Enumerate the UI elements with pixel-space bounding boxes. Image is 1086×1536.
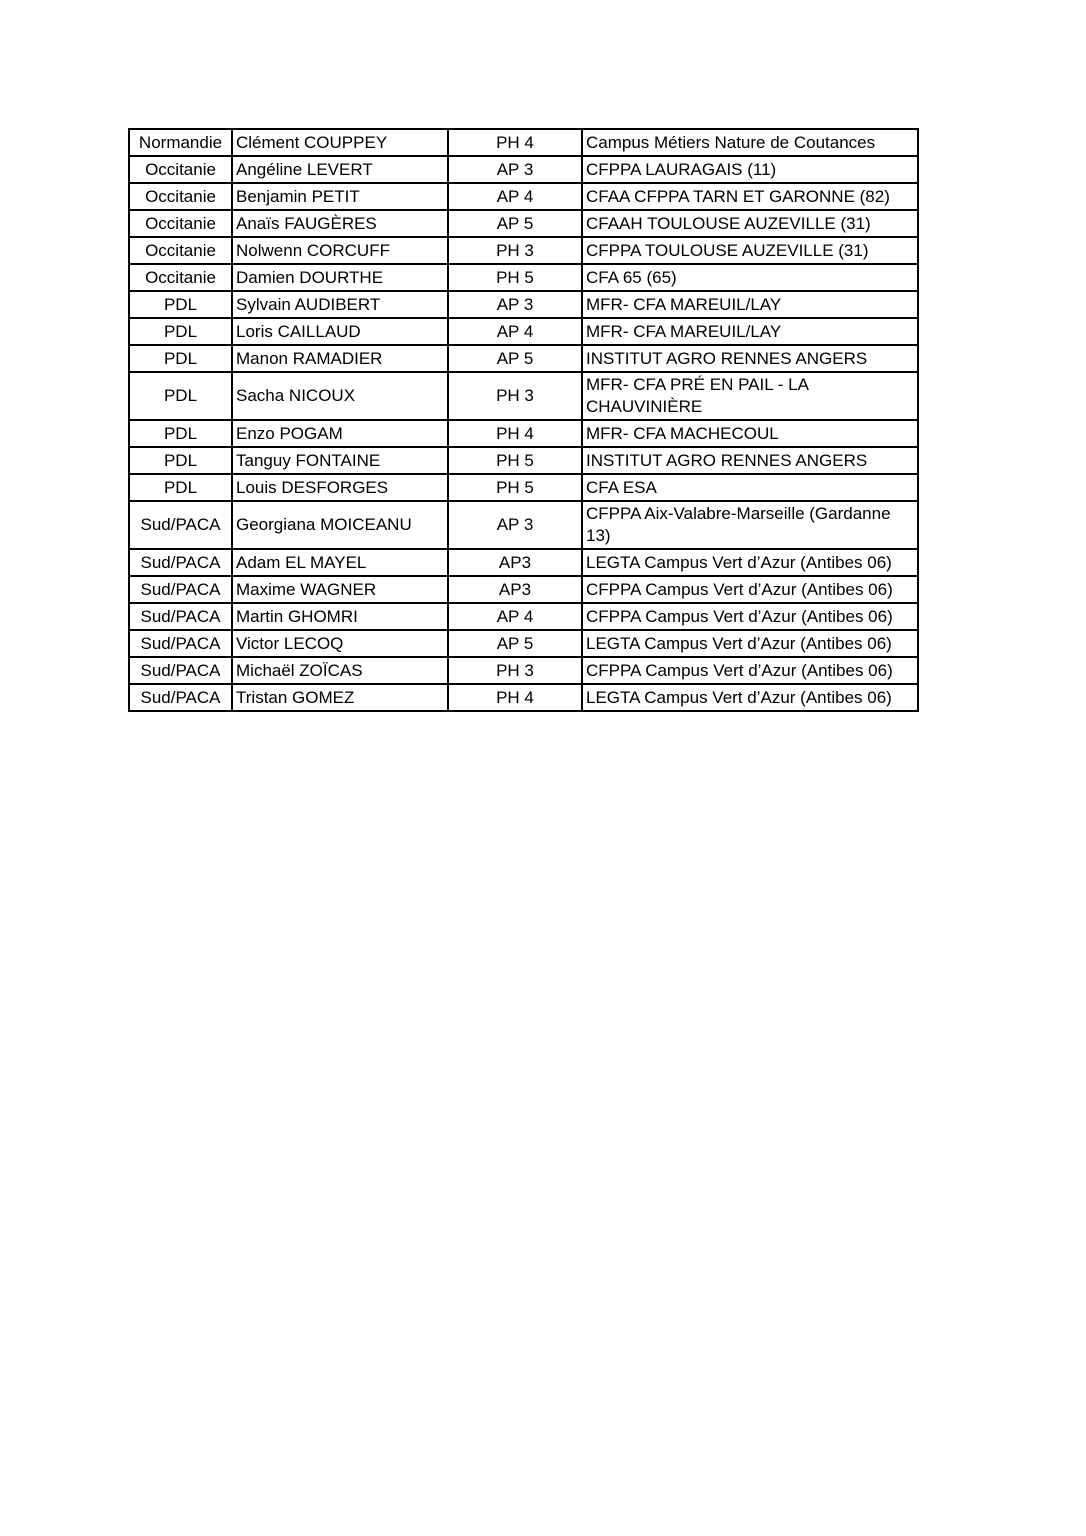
institution-cell: INSTITUT AGRO RENNES ANGERS xyxy=(582,447,918,474)
table-row xyxy=(129,318,918,345)
name-cell: Damien DOURTHE xyxy=(232,264,448,291)
institution-cell: Campus Métiers Nature de Coutances xyxy=(582,129,918,156)
roster-table-body xyxy=(129,129,918,711)
code-cell: AP3 xyxy=(448,576,582,603)
name-cell: Tanguy FONTAINE xyxy=(232,447,448,474)
region-cell: Sud/PACA xyxy=(129,630,232,657)
code-cell: AP 3 xyxy=(448,501,582,549)
name-cell: Michaël ZOÏCAS xyxy=(232,657,448,684)
name-cell: Anaïs FAUGÈRES xyxy=(232,210,448,237)
name-cell: Clément COUPPEY xyxy=(232,129,448,156)
institution-cell: MFR- CFA MACHECOUL xyxy=(582,420,918,447)
code-cell: AP 4 xyxy=(448,603,582,630)
institution-cell: CFAAH TOULOUSE AUZEVILLE (31) xyxy=(582,210,918,237)
code-cell: PH 3 xyxy=(448,237,582,264)
table-row xyxy=(129,264,918,291)
name-cell: Sacha NICOUX xyxy=(232,372,448,420)
trainee-roster-table xyxy=(128,128,919,712)
region-cell: Sud/PACA xyxy=(129,684,232,711)
table-row xyxy=(129,474,918,501)
table-row xyxy=(129,345,918,372)
region-cell: Occitanie xyxy=(129,264,232,291)
table-row xyxy=(129,210,918,237)
institution-cell: LEGTA Campus Vert d’Azur (Antibes 06) xyxy=(582,549,918,576)
institution-cell: CFA 65 (65) xyxy=(582,264,918,291)
table-row xyxy=(129,576,918,603)
code-cell: PH 4 xyxy=(448,129,582,156)
name-cell: Benjamin PETIT xyxy=(232,183,448,210)
table-row xyxy=(129,129,918,156)
code-cell: PH 3 xyxy=(448,372,582,420)
name-cell: Manon RAMADIER xyxy=(232,345,448,372)
table-row xyxy=(129,501,918,549)
code-cell: PH 3 xyxy=(448,657,582,684)
institution-cell: LEGTA Campus Vert d’Azur (Antibes 06) xyxy=(582,684,918,711)
institution-cell: CFPPA Campus Vert d’Azur (Antibes 06) xyxy=(582,603,918,630)
region-cell: Occitanie xyxy=(129,237,232,264)
institution-cell: CFPPA Campus Vert d’Azur (Antibes 06) xyxy=(582,576,918,603)
region-cell: PDL xyxy=(129,345,232,372)
institution-cell: CFA ESA xyxy=(582,474,918,501)
institution-cell: MFR- CFA PRÉ EN PAIL - LA CHAUVINIÈRE xyxy=(582,372,918,420)
table-row xyxy=(129,447,918,474)
region-cell: PDL xyxy=(129,447,232,474)
name-cell: Georgiana MOICEANU xyxy=(232,501,448,549)
region-cell: Normandie xyxy=(129,129,232,156)
name-cell: Maxime WAGNER xyxy=(232,576,448,603)
region-cell: Sud/PACA xyxy=(129,576,232,603)
region-cell: PDL xyxy=(129,291,232,318)
name-cell: Loris CAILLAUD xyxy=(232,318,448,345)
region-cell: PDL xyxy=(129,474,232,501)
name-cell: Victor LECOQ xyxy=(232,630,448,657)
table-row xyxy=(129,237,918,264)
table-row xyxy=(129,372,918,420)
code-cell: AP3 xyxy=(448,549,582,576)
institution-cell: LEGTA Campus Vert d’Azur (Antibes 06) xyxy=(582,630,918,657)
region-cell: Occitanie xyxy=(129,156,232,183)
table-row xyxy=(129,291,918,318)
region-cell: PDL xyxy=(129,372,232,420)
table-row xyxy=(129,420,918,447)
institution-cell: MFR- CFA MAREUIL/LAY xyxy=(582,318,918,345)
region-cell: Sud/PACA xyxy=(129,603,232,630)
region-cell: PDL xyxy=(129,420,232,447)
institution-cell: CFPPA TOULOUSE AUZEVILLE (31) xyxy=(582,237,918,264)
institution-cell: MFR- CFA MAREUIL/LAY xyxy=(582,291,918,318)
institution-cell: CFAA CFPPA TARN ET GARONNE (82) xyxy=(582,183,918,210)
name-cell: Martin GHOMRI xyxy=(232,603,448,630)
region-cell: Sud/PACA xyxy=(129,657,232,684)
code-cell: PH 5 xyxy=(448,264,582,291)
code-cell: PH 4 xyxy=(448,420,582,447)
institution-cell: INSTITUT AGRO RENNES ANGERS xyxy=(582,345,918,372)
region-cell: Occitanie xyxy=(129,183,232,210)
name-cell: Nolwenn CORCUFF xyxy=(232,237,448,264)
name-cell: Enzo POGAM xyxy=(232,420,448,447)
region-cell: Sud/PACA xyxy=(129,501,232,549)
institution-cell: CFPPA Campus Vert d’Azur (Antibes 06) xyxy=(582,657,918,684)
code-cell: PH 5 xyxy=(448,447,582,474)
code-cell: AP 5 xyxy=(448,210,582,237)
name-cell: Angéline LEVERT xyxy=(232,156,448,183)
code-cell: AP 3 xyxy=(448,156,582,183)
name-cell: Tristan GOMEZ xyxy=(232,684,448,711)
table-row xyxy=(129,657,918,684)
code-cell: AP 5 xyxy=(448,345,582,372)
code-cell: AP 5 xyxy=(448,630,582,657)
table-row xyxy=(129,630,918,657)
name-cell: Sylvain AUDIBERT xyxy=(232,291,448,318)
table-row xyxy=(129,156,918,183)
code-cell: PH 4 xyxy=(448,684,582,711)
name-cell: Louis DESFORGES xyxy=(232,474,448,501)
institution-cell: CFPPA Aix-Valabre-Marseille (Gardanne 13) xyxy=(582,501,918,549)
code-cell: AP 3 xyxy=(448,291,582,318)
table-row xyxy=(129,603,918,630)
code-cell: PH 5 xyxy=(448,474,582,501)
table-row xyxy=(129,183,918,210)
table-row xyxy=(129,549,918,576)
institution-cell: CFPPA LAURAGAIS (11) xyxy=(582,156,918,183)
name-cell: Adam EL MAYEL xyxy=(232,549,448,576)
code-cell: AP 4 xyxy=(448,318,582,345)
region-cell: Occitanie xyxy=(129,210,232,237)
code-cell: AP 4 xyxy=(448,183,582,210)
table-row xyxy=(129,684,918,711)
region-cell: PDL xyxy=(129,318,232,345)
region-cell: Sud/PACA xyxy=(129,549,232,576)
